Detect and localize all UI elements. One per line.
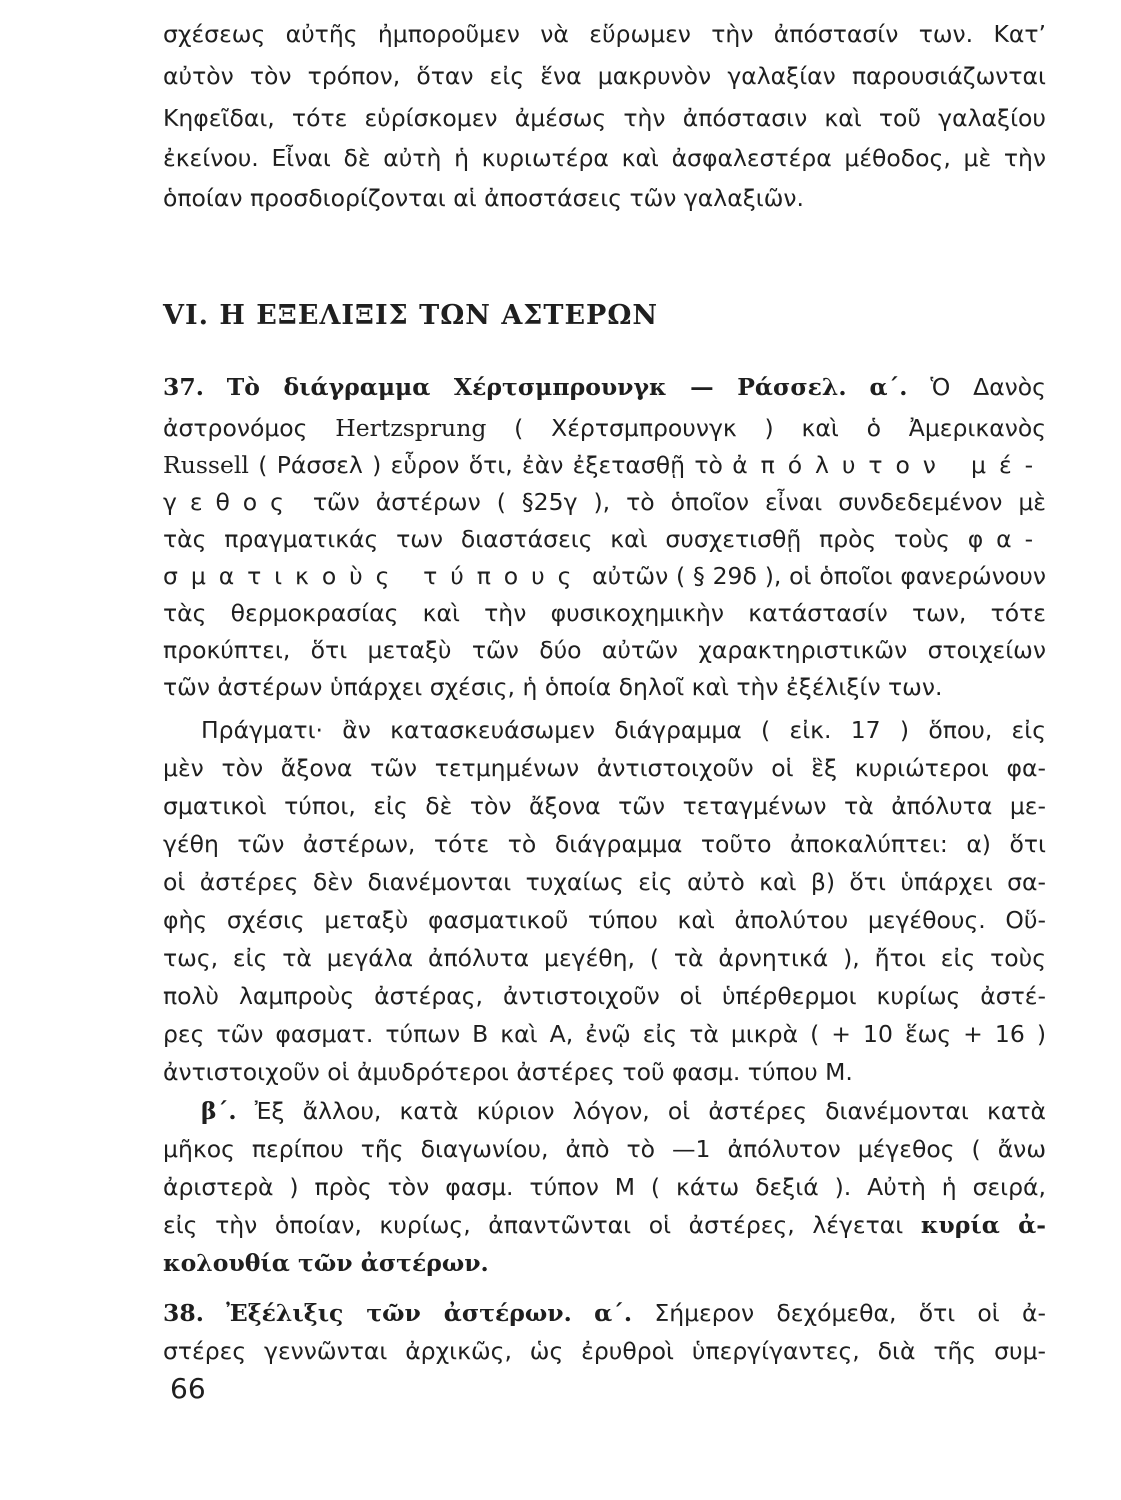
chapter-heading: VI. Η ΕΞΕΛΙΞΙΣ ΤΩΝ ΑΣΤΕΡΩΝ	[163, 300, 659, 331]
text-line: ἀριστερὰ ) πρὸς τὸν φασμ. τύπον Μ ( κάτω δεξιά ). Αὐτὴ ἡ σειρά,	[163, 1173, 1046, 1201]
text-line: Russell ( Ράσσελ ) εὗρον ὅτι, ἐὰν ἐξετασθῇ τὸ ἀπόλυτον μέ-	[163, 451, 1046, 479]
text-line: ὁποίαν προσδιορίζονται αἱ ἀποστάσεις τῶν γαλαξιῶν.	[163, 184, 805, 212]
subsection-label: β΄.	[201, 1097, 237, 1125]
text-line: μὲν τὸν ἄξονα τῶν τετμημένων ἀντιστοιχοῦν οἱ ἓξ κυριώτεροι φα-	[163, 754, 1046, 782]
section-38-line: 38. Ἐξέλιξις τῶν ἀστέρων. α΄. Σήμερον δεχόμεθα, ὅτι οἱ ἀ-	[163, 1299, 1046, 1327]
section-number: 37.	[163, 373, 204, 401]
text-line: Πράγματι· ἂν κατασκευάσωμεν διάγραμμα ( εἰκ. 17 ) ὅπου, εἰς	[201, 716, 1046, 744]
text-line: μῆκος περίπου τῆς διαγωνίου, ἀπὸ τὸ —1 ἀπόλυτον μέγεθος ( ἄνω	[163, 1135, 1046, 1163]
page-number: 66	[170, 1372, 206, 1405]
section-37-line: 37. Τὸ διάγραμμα Χέρτσμπρουνγκ — Ράσσελ. α΄. Ὁ Δανὸς	[163, 373, 1046, 401]
text-line: γέθη τῶν ἀστέρων, τότε τὸ διάγραμμα τοῦτο ἀποκαλύπτει: α) ὅτι	[163, 830, 1046, 858]
text-line: σματικοὶ τύποι, εἰς δὲ τὸν ἄξονα τῶν τεταγμένων τὰ ἀπόλυτα με-	[163, 792, 1046, 820]
text-line: αὐτὸν τὸν τρόπον, ὅταν εἰς ἕνα μακρυνὸν γαλαξίαν παρουσιάζωνται	[163, 62, 1046, 90]
section-title: Ἐξέλιξις τῶν ἀστέρων.	[226, 1299, 572, 1327]
text-line: Κηφεῖδαι, τότε εὑρίσκομεν ἀμέσως τὴν ἀπόστασιν καὶ τοῦ γαλαξίου	[163, 104, 1046, 132]
text-line: γεθος τῶν ἀστέρων ( §25γ ), τὸ ὁποῖον εἶναι συνδεδεμένον μὲ	[163, 488, 1046, 516]
text-line: σχέσεως αὐτῆς ἠμποροῦμεν νὰ εὕρωμεν τὴν ἀπόστασίν των. Κατ’	[163, 20, 1046, 48]
text-line: τὰς θερμοκρασίας καὶ τὴν φυσικοχημικὴν κατάστασίν των, τότε	[163, 599, 1046, 627]
text-line: τως, εἰς τὰ μεγάλα ἀπόλυτα μεγέθη, ( τὰ ἀρνητικά ), ἤτοι εἰς τοὺς	[163, 944, 1046, 972]
text-line: ἐκείνου. Εἶναι δὲ αὐτὴ ἡ κυριωτέρα καὶ ἀσφαλεστέρα μέθοδος, μὲ τὴν	[163, 144, 1046, 172]
text-line: τὰς πραγματικάς των διαστάσεις καὶ συσχετισθῇ πρὸς τοὺς φα-	[163, 525, 1046, 553]
text-line: πολὺ λαμπροὺς ἀστέρας, ἀντιστοιχοῦν οἱ ὑπέρθερμοι κυρίως ἀστέ-	[163, 982, 1046, 1010]
text-line: τῶν ἀστέρων ὑπάρχει σχέσις, ἡ ὁποία δηλοῖ καὶ τὴν ἐξέλιξίν των.	[163, 673, 943, 701]
text-line: ἀστρονόμος Hertzsprung ( Χέρτσμπρουνγκ ) καὶ ὁ Ἀμερικανὸς	[163, 414, 1046, 442]
text-line: σματικοὺς τύπους αὐτῶν ( § 29δ ), οἱ ὁποῖοι φανερώνουν	[163, 562, 1046, 590]
section-number: 38.	[163, 1299, 204, 1327]
text-line: φὴς σχέσις μεταξὺ φασματικοῦ τύπου καὶ ἀπολύτου μεγέθους. Οὕ-	[163, 906, 1046, 934]
text-line: κολουθία τῶν ἀστέρων.	[163, 1249, 489, 1277]
text-line: β΄. Ἐξ ἄλλου, κατὰ κύριον λόγον, οἱ ἀστέρες διανέμονται κατὰ	[201, 1097, 1046, 1125]
section-title: Τὸ διάγραμμα Χέρτσμπρουνγκ — Ράσσελ.	[226, 373, 847, 401]
text-line: στέρες γεννῶνται ἀρχικῶς, ὡς ἐρυθροὶ ὑπεργίγαντες, διὰ τῆς συμ-	[163, 1337, 1046, 1365]
text-line: ἀντιστοιχοῦν οἱ ἀμυδρότεροι ἀστέρες τοῦ φασμ. τύπου Μ.	[163, 1058, 853, 1086]
text-line: οἱ ἀστέρες δὲν διανέμονται τυχαίως εἰς αὐτὸ καὶ β) ὅτι ὑπάρχει σα-	[163, 868, 1046, 896]
text-line: προκύπτει, ὅτι μεταξὺ τῶν δύο αὐτῶν χαρακτηριστικῶν στοιχείων	[163, 636, 1046, 664]
text-line: ρες τῶν φασματ. τύπων Β καὶ Α, ἐνῷ εἰς τὰ μικρὰ ( + 10 ἕως + 16 )	[163, 1020, 1046, 1048]
subsection-label: α΄.	[869, 373, 908, 401]
text-line: εἰς τὴν ὁποίαν, κυρίως, ἀπαντῶνται οἱ ἀστέρες, λέγεται κυρία ἀ-	[163, 1211, 1046, 1239]
subsection-label: α΄.	[594, 1299, 633, 1327]
